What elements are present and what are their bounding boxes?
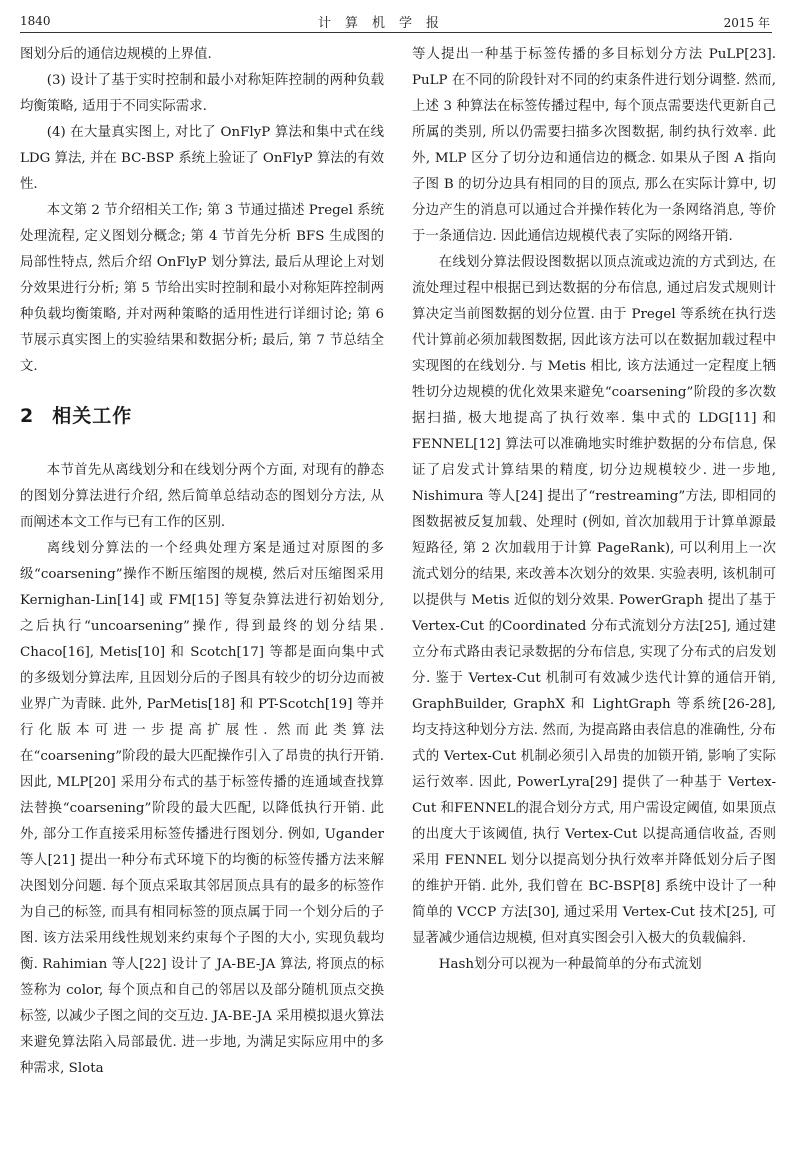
paragraph: 等人提出一种基于标签传播的多目标划分方法 PuLP[23]. PuLP 在不同的阶段针对不同的约束条件进行划分调整. 然而, 上述 3 种算法在标签传播过程中, 每个顶点需要迭代更新自己所属的类别, 所以仍需要扫描多次图数据, 制约执行效率. 此外, MLP 区分了切分边和通信边的概念. 如果从子图 A 指向子图 B 的切分边具有相同的目的顶点, 那么在实际计算中, 切分边产生的消息可以通过合并操作转化为一条网络消息, 等价于一条通信边. 因此通信边规模代表了实际的网络开销. (412, 47, 776, 244)
section-title: 相关工作 (52, 405, 133, 427)
paragraph: 图划分后的通信边规模的上界值. (20, 47, 212, 62)
paragraph: (4) 在大量真实图上, 对比了 OnFlyP 算法和集中式在线 LDG 算法, 并在 BC-BSP 系统上验证了 OnFlyP 算法的有效性. (20, 125, 384, 192)
paragraph: 本节首先从离线划分和在线划分两个方面, 对现有的静态的图划分算法进行介绍, 然后简单总结动态的图划分方法, 从而阐述本文工作与已有工作的区别. (20, 463, 384, 530)
left-column (20, 42, 384, 1082)
section-number: 2 (20, 405, 35, 427)
page-header (20, 8, 772, 33)
section-heading (20, 403, 384, 429)
page-number: 1840 (20, 14, 51, 28)
journal-title: 计算机学报 (318, 16, 454, 31)
paragraph: 离线划分算法的一个经典处理方案是通过对原图的多级“coarsening”操作不断压缩图的规模, 然后对压缩图采用 Kernighan-Lin[14] 或 FM[15] 等复杂算法进行初始划分, 之后执行“uncoarsening”操作, 得到最终的划分结果. Chaco[16], Metis[10] 和 Scotch[17] 等都是面向集中式的多级划分算法库, 且因划分后的子图具有较少的切分边而被业界广为青睐. 此外, ParMetis[18] 和 PT-Scotch[19] 等并行化版本可进一步提高扩展性. 然而此类算法在“coarsening”阶段的最大匹配操作引入了昂贵的执行开销. 因此, MLP[20] 采用分布式的基于标签传播的连通域查找算法替换“coarsening”阶段的最大匹配, 以降低执行开销. 此外, 部分工作直接采用标签传播进行图划分. 例如, Ugander 等人[21] 提出一种分布式环境下的均衡的标签传播方法来解决图划分问题. 每个顶点采取其邻居顶点具有的最多的标签作为自己的标签, 而具有相同标签的顶点属于同一个划分后的子图. 该方法采用线性规划来约束每个子图的大小, 实现负载均衡. Rahimian 等人[22] 设计了 JA-BE-JA 算法, 将顶点的标签称为 color, 每个顶点和自己的邻居以及部分随机顶点交换标签, 以减少子图之间的交互边. JA-BE-JA 采用模拟退火算法来避免算法陷入局部最优. 进一步地, 为满足实际应用中的多种需求, Slota (20, 541, 384, 1076)
right-column (412, 42, 776, 978)
publication-year: 2015 年 (723, 16, 770, 30)
paragraph: 本文第 2 节介绍相关工作; 第 3 节通过描述 Pregel 系统处理流程, 定义图划分概念; 第 4 节首先分析 BFS 生成图的局部性特点, 然后介绍 OnFlyP 划分算法, 最后从理论上对划分效果进行分析; 第 5 节给出实时控制和最小对称矩阵控制两种负载均衡策略, 并对两种策略的适用性进行详细讨论; 第 6 节展示真实图上的实验结果和数据分析; 最后, 第 7 节总结全文. (20, 203, 384, 374)
paragraph: 在线划分算法假设图数据以顶点流或边流的方式到达, 在流处理过程中根据已到达数据的分布信息, 通过启发式规则计算决定当前图数据的划分位置. 由于 Pregel 等系统在执行迭代计算前必须加载图数据, 因此该方法可以在数据加载过程中实现图的在线划分. 与 Metis 相比, 该方法通过一定程度上牺牲切分边规模的优化效果来避免“coarsening”阶段的多次数据扫描, 极大地提高了执行效率. 集中式的 LDG[11] 和 FENNEL[12] 算法可以准确地实时维护数据的分布信息, 保证了启发式计算结果的精度, 切分边规模较少. 进一步地, Nishimura 等人[24] 提出了“restreaming”方法, 即相同的图数据被反复加载、处理时 (例如, 首次加载用于计算单源最短路径, 第 2 次加载用于计算 PageRank), 可以利用上一次流式划分的结果, 来改善本次划分的效果. 实验表明, 该机制可以提供与 Metis 近似的划分效果. PowerGraph 提出了基于 Vertex-Cut 的Coordinated 分布式流划分方法[25], 通过建立分布式路由表记录数据的分布信息, 实现了分布式的启发划分. 鉴于 Vertex-Cut 机制可有效减少迭代计算的通信开销, GraphBuilder, GraphX 和 LightGraph 等系统[26-28], 均支持这种划分方法. 然而, 为提高路由表信息的准确性, 分布式的 Vertex-Cut 机制必须引入昂贵的加锁开销, 影响了实际运行效率. 因此, PowerLyra[29] 提供了一种基于 Vertex-Cut 和FENNEL的混合划分方式, 用户需设定阈值, 如果顶点的出度大于该阈值, 执行 Vertex-Cut 以提高通信收益, 否则采用 FENNEL 划分以提高划分执行效率并降低划分后子图的维护开销. 此外, 我们曾在 BC-BSP[8] 系统中设计了一种简单的 VCCP 方法[30], 通过采用 Vertex-Cut 技术[25], 可显著减少通信边规模, 但对真实图会引入极大的负载偏斜. (412, 255, 776, 946)
paragraph: (3) 设计了基于实时控制和最小对称矩阵控制的两种负载均衡策略, 适用于不同实际需求. (20, 73, 384, 114)
paragraph: Hash划分可以视为一种最简单的分布式流划 (438, 957, 702, 972)
